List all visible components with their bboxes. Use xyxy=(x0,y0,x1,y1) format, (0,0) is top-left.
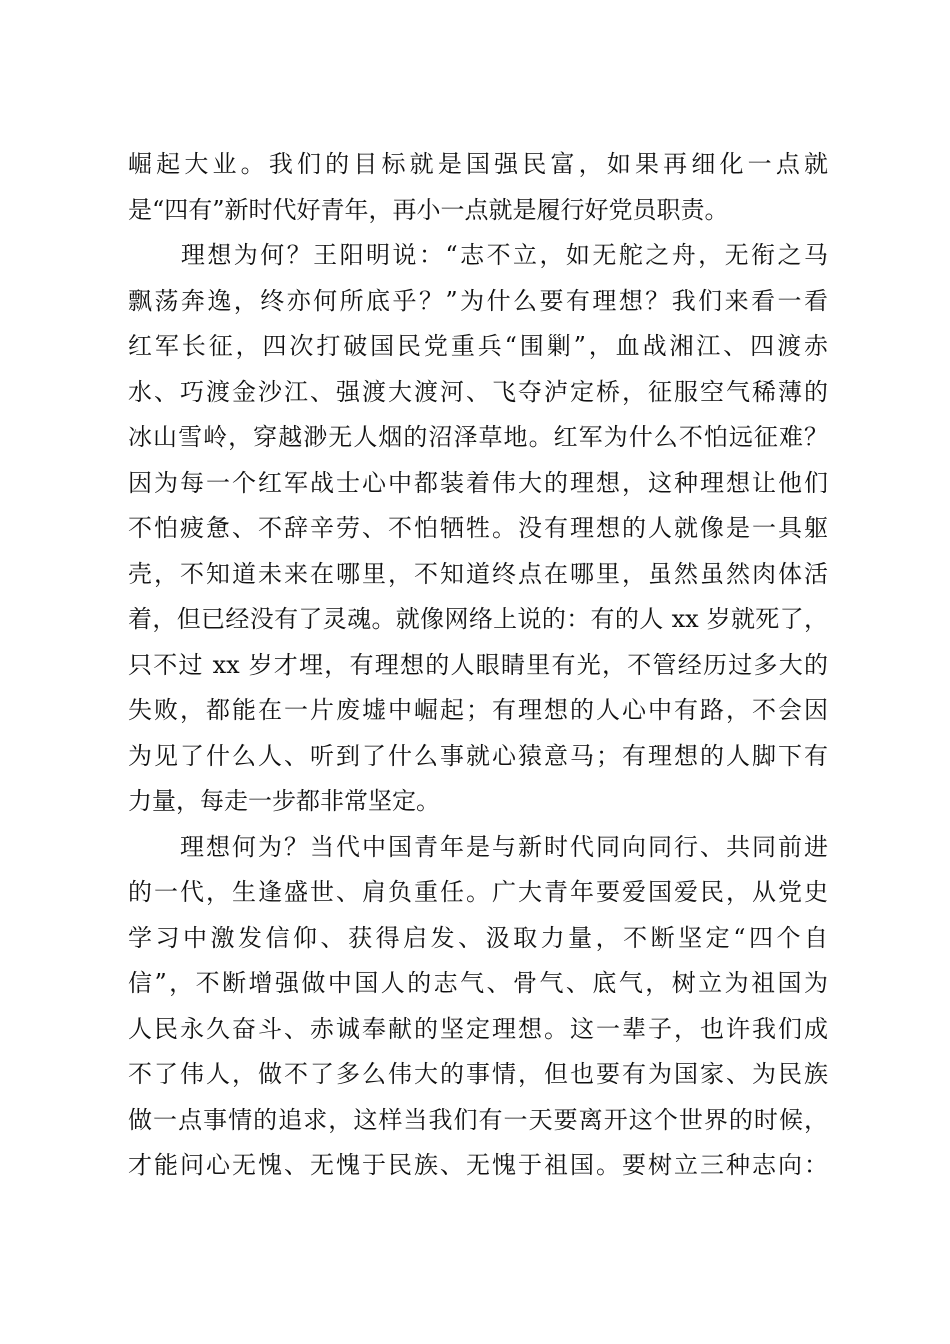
text-line: 飘荡奔逸，终亦何所底乎？”为什么要有理想？我们来看一看 xyxy=(128,286,828,315)
text-line: 水、巧渡金沙江、强渡大渡河、飞夺泸定桥，征服空气稀薄的 xyxy=(128,377,828,406)
text-line: 红军长征，四次打破国民党重兵“围剿”，血战湘江、四渡赤 xyxy=(128,332,828,360)
text-line: 崛起大业。我们的目标就是国强民富，如果再细化一点就 xyxy=(128,150,828,178)
text-line: 着，但已经没有了灵魂。就像网络上说的：有的人 xx 岁就死了， xyxy=(128,605,828,633)
text-line: 理想为何？王阳明说：“志不立，如无舵之舟，无衔之马 xyxy=(128,241,828,269)
text-line: 不了伟人，做不了多么伟大的事情，但也要有为国家、为民族 xyxy=(128,1060,828,1088)
text-line: 理想何为？当代中国青年是与新时代同向同行、共同前进 xyxy=(128,832,828,861)
text-line: 为见了什么人、听到了什么事就心猿意马；有理想的人脚下有 xyxy=(128,741,828,770)
text-line: 是“四有”新时代好青年，再小一点就是履行好党员职责。 xyxy=(128,195,729,224)
text-line: 只不过 xx 岁才埋，有理想的人眼睛里有光，不管经历过多大的 xyxy=(128,650,828,679)
text-line: 因为每一个红军战士心中都装着伟大的理想，这种理想让他们 xyxy=(128,468,828,497)
text-line: 力量，每走一步都非常坚定。 xyxy=(128,787,440,815)
text-line: 壳，不知道未来在哪里，不知道终点在哪里，虽然虽然肉体活 xyxy=(128,559,828,588)
body-text xyxy=(128,142,828,1189)
text-line: 学习中激发信仰、获得启发、汲取力量，不断坚定“四个自 xyxy=(128,923,828,952)
text-line: 做一点事情的追求，这样当我们有一天要离开这个世界的时候， xyxy=(128,1105,828,1134)
text-line: 人民永久奋斗、赤诚奉献的坚定理想。这一辈子，也许我们成 xyxy=(128,1014,828,1043)
text-line: 信”，不断增强做中国人的志气、骨气、底气，树立为祖国为 xyxy=(128,969,828,997)
text-line: 冰山雪岭，穿越渺无人烟的沼泽草地。红军为什么不怕远征难？ xyxy=(128,423,828,451)
text-line: 失败，都能在一片废墟中崛起；有理想的人心中有路，不会因 xyxy=(128,696,828,724)
text-line: 的一代，生逢盛世、肩负重任。广大青年要爱国爱民，从党史 xyxy=(128,878,828,906)
text-line: 不怕疲惫、不辞辛劳、不怕牺牲。没有理想的人就像是一具躯 xyxy=(128,514,828,542)
text-line: 才能问心无愧、无愧于民族、无愧于祖国。要树立三种志向： xyxy=(128,1151,828,1179)
